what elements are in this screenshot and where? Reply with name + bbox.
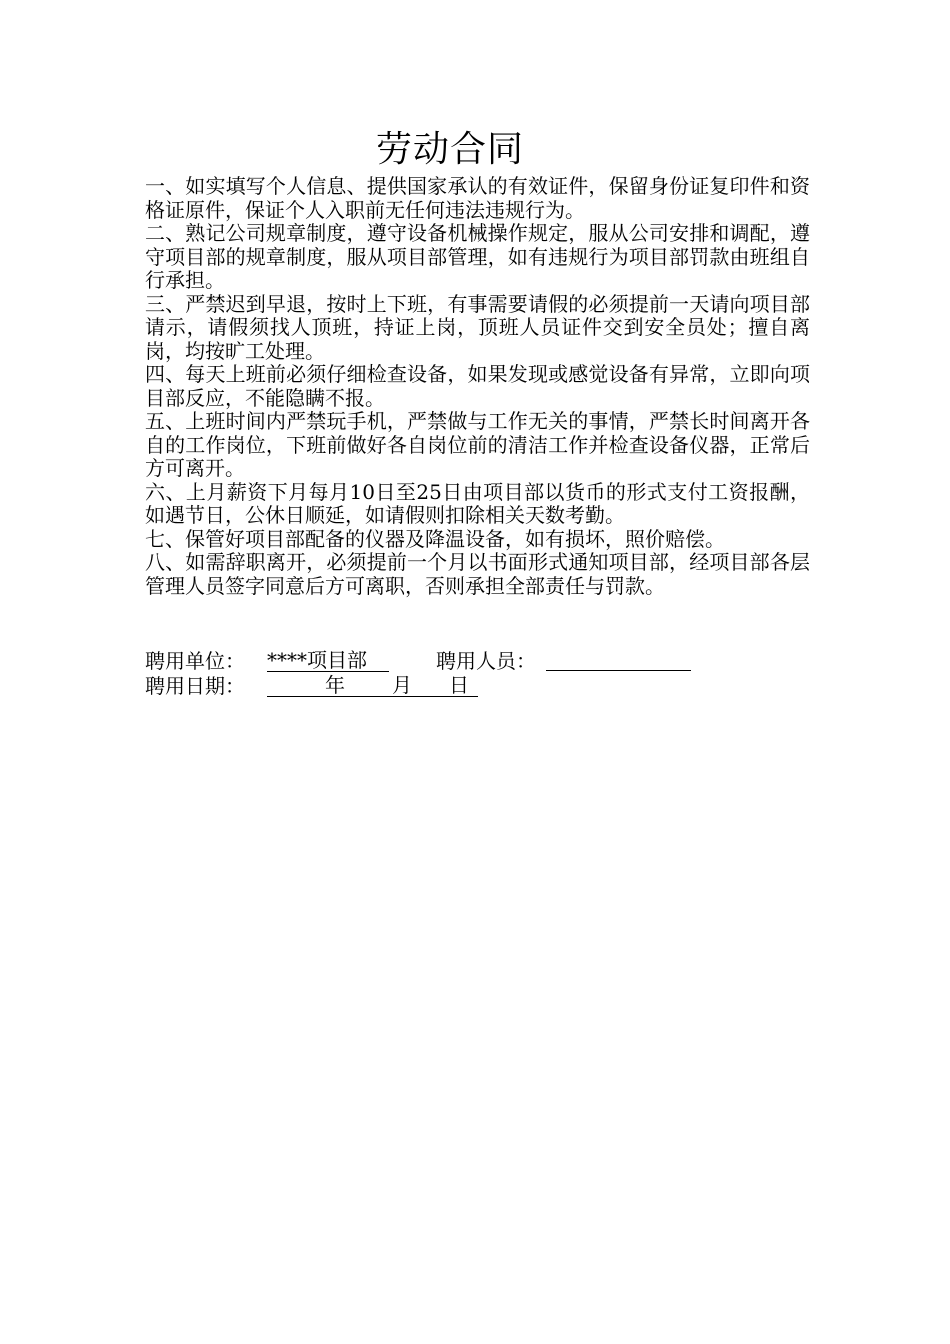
- year-label: 年: [325, 673, 345, 697]
- signature-row-unit: [145, 649, 810, 674]
- clause-5: 五、上班时间内严禁玩手机，严禁做与工作无关的事情，严禁长时间离开各自的工作岗位，下班前做好各自岗位前的清洁工作并检查设备仪器，正常后方可离开。: [145, 409, 810, 480]
- hiring-unit-field[interactable]: [267, 649, 389, 672]
- clause-7: 七、保管好项目部配备的仪器及降温设备，如有损坏，照价赔偿。: [145, 526, 725, 551]
- hired-person-label: 聘用人员：: [436, 649, 536, 673]
- hiring-unit-value: ****项目部: [267, 648, 367, 672]
- document-title: 劳动合同: [375, 129, 524, 170]
- clause-8: 八、如需辞职离开，必须提前一个月以书面形式通知项目部，经项目部各层管理人员签字同意后方可离职，否则承担全部责任与罚款。: [145, 550, 810, 598]
- clause-2: 二、熟记公司规章制度，遵守设备机械操作规定，服从公司安排和调配，遵守项目部的规章制度，服从项目部管理，如有违规行为项目部罚款由班组自行承担。: [145, 221, 810, 292]
- hiring-date-label: 聘用日期：: [145, 674, 245, 698]
- signature-row-date: [145, 674, 810, 699]
- contract-clauses: [145, 175, 810, 598]
- month-label: 月: [392, 673, 412, 697]
- clause-1: 一、如实填写个人信息、提供国家承认的有效证件，保留身份证复印件和资格证原件，保证个人入职前无任何违法违规行为。: [145, 174, 810, 222]
- hiring-unit-label: 聘用单位：: [145, 649, 245, 673]
- day-label: 日: [449, 673, 469, 697]
- clause-6: 六、上月薪资下月每月10日至25日由项目部以货币的形式支付工资报酬，如遇节日，公休日顺延，如请假则扣除相关天数考勤。: [145, 479, 810, 527]
- hiring-date-field[interactable]: [267, 674, 478, 697]
- clause-4: 四、每天上班前必须仔细检查设备，如果发现或感觉设备有异常，立即向项目部反应，不能隐瞒不报。: [145, 362, 810, 410]
- hired-person-field[interactable]: [546, 649, 691, 671]
- signature-section: [145, 649, 810, 699]
- clause-3: 三、严禁迟到早退，按时上下班，有事需要请假的必须提前一天请向项目部请示，请假须找人顶班，持证上岗，顶班人员证件交到安全员处；擅自离岗，均按旷工处理。: [145, 291, 810, 363]
